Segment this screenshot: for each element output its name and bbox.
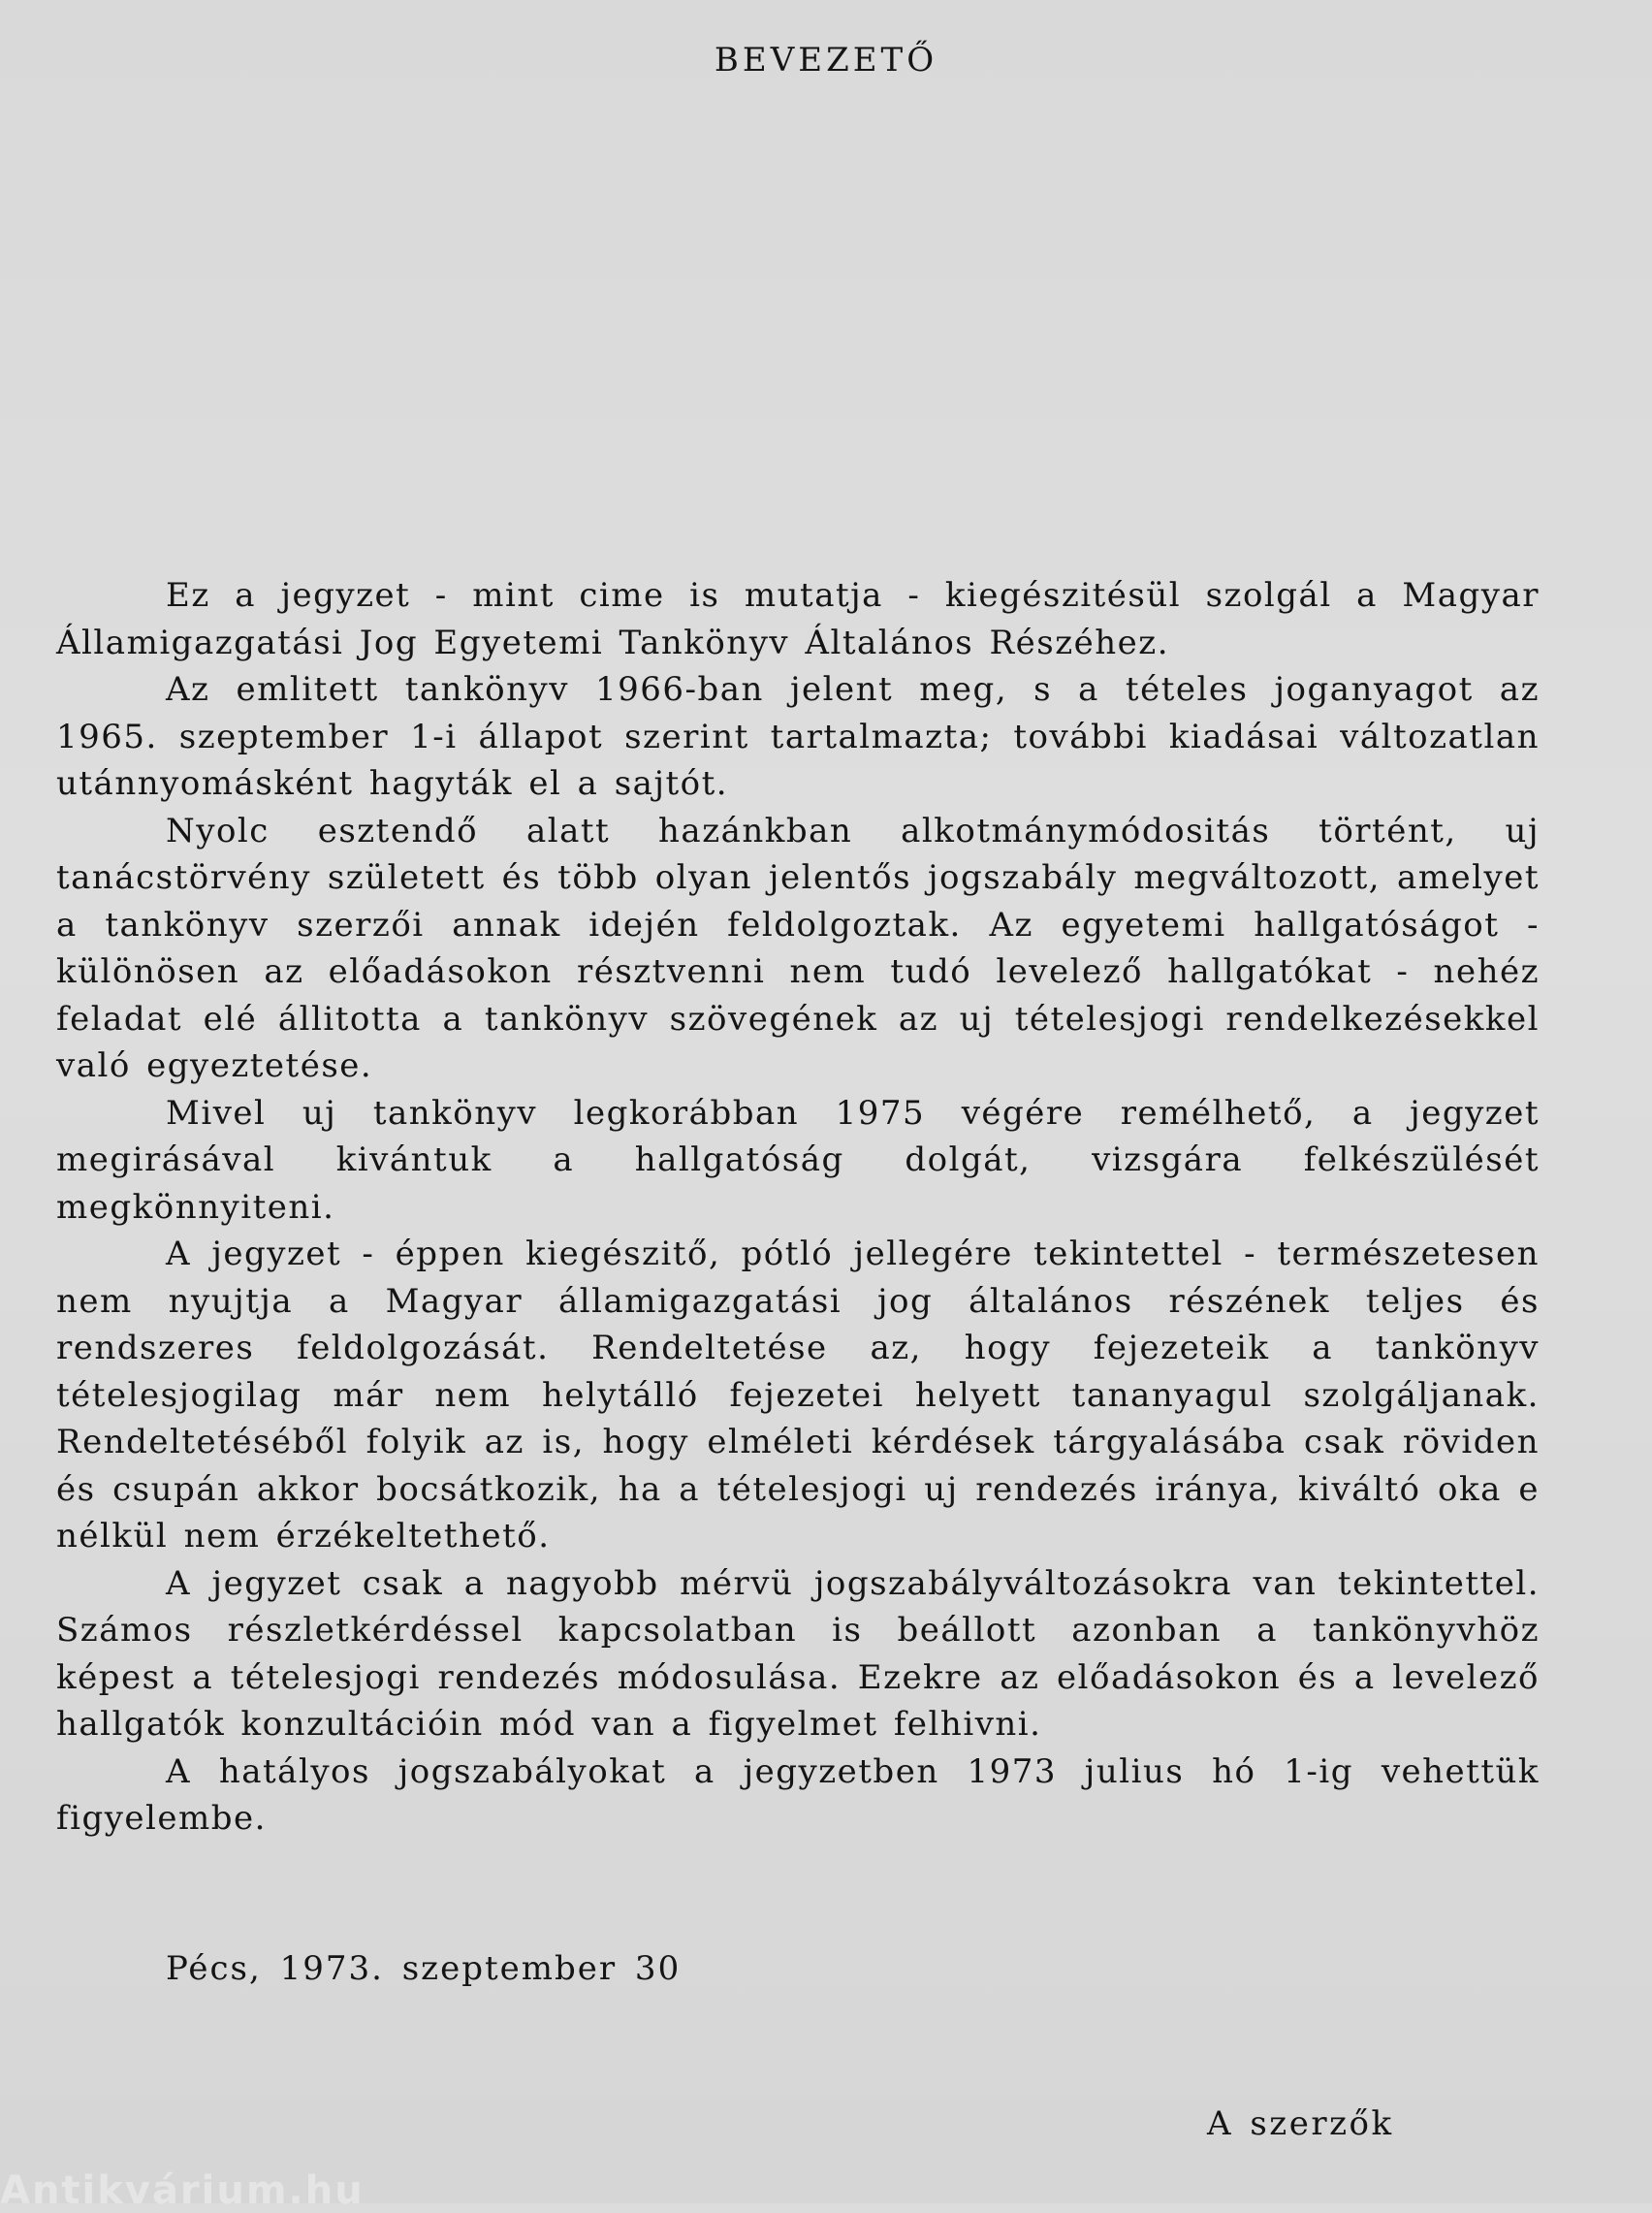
- paragraph: A jegyzet csak a nagyobb mérvü jogszabályváltozásokra van tekintettel. Számos részletkérdéssel kapcsolatban is beállott azonban a tankönyvhöz képest a tételesjogi rendezés módosulása. Ezekre az előadásokon és a levelező hallgatók konzultációin mód van a figyelmet felhivni.: [56, 1563, 1540, 1744]
- place-date: Pécs, 1973. szeptember 30: [166, 1949, 682, 1988]
- watermark: Antikvárium.hu: [0, 2168, 365, 2213]
- paragraph: A jegyzet - éppen kiegészitő, pótló jellegére tekintettel - természetesen nem nyujtja a Magyar államigazgatási jog általános részének teljes és rendszeres feldolgozását. Rendeltetése az, hogy fejezeteik a tankönyv tételesjogilag már nem helytálló fejezetei helyett tananyagul szolgáljanak. Rendeltetéséből folyik az is, hogy elméleti kérdések tárgyalásába csak röviden és csupán akkor bocsátkozik, ha a tételesjogi uj rendezés iránya, kiváltó oka e nélkül nem érzékeltethető.: [56, 1235, 1540, 1556]
- paragraph: A hatályos jogszabályokat a jegyzetben 1973 julius hó 1-ig vehettük figyelembe.: [56, 1751, 1540, 1838]
- signature: A szerzők: [1207, 2104, 1394, 2143]
- paragraph: Ez a jegyzet - mint cime is mutatja - kiegészitésül szolgál a Magyar Államigazgatási Jog Egyetemi Tankönyv Általános Részéhez.: [56, 576, 1540, 662]
- paragraph: Nyolc esztendő alatt hazánkban alkotmánymódositás történt, uj tanácstörvény született és több olyan jelentős jogszabály megváltozott, amelyet a tankönyv szerzői annak idején feldolgoztak. Az egyetemi hallgatóságot - különösen az előadásokon résztvenni nem tudó levelező hallgatókat - nehéz feladat elé állitotta a tankönyv szövegének az uj tételesjogi rendelkezésekkel való egyeztetése.: [56, 811, 1540, 1085]
- paragraph: Mivel uj tankönyv legkorábban 1975 végére remélhető, a jegyzet megirásával kivántuk a hallgatóság dolgát, vizsgára felkészülését megkönnyiteni.: [56, 1093, 1540, 1227]
- paragraph: Az emlitett tankönyv 1966-ban jelent meg, s a tételes joganyagot az 1965. szeptember 1-i állapot szerint tartalmazta; további kiadásai változatlan utánnyomásként hagyták el a sajtót.: [56, 670, 1540, 803]
- page-title: BEVEZETŐ: [714, 41, 938, 80]
- body-text: [56, 572, 1540, 1843]
